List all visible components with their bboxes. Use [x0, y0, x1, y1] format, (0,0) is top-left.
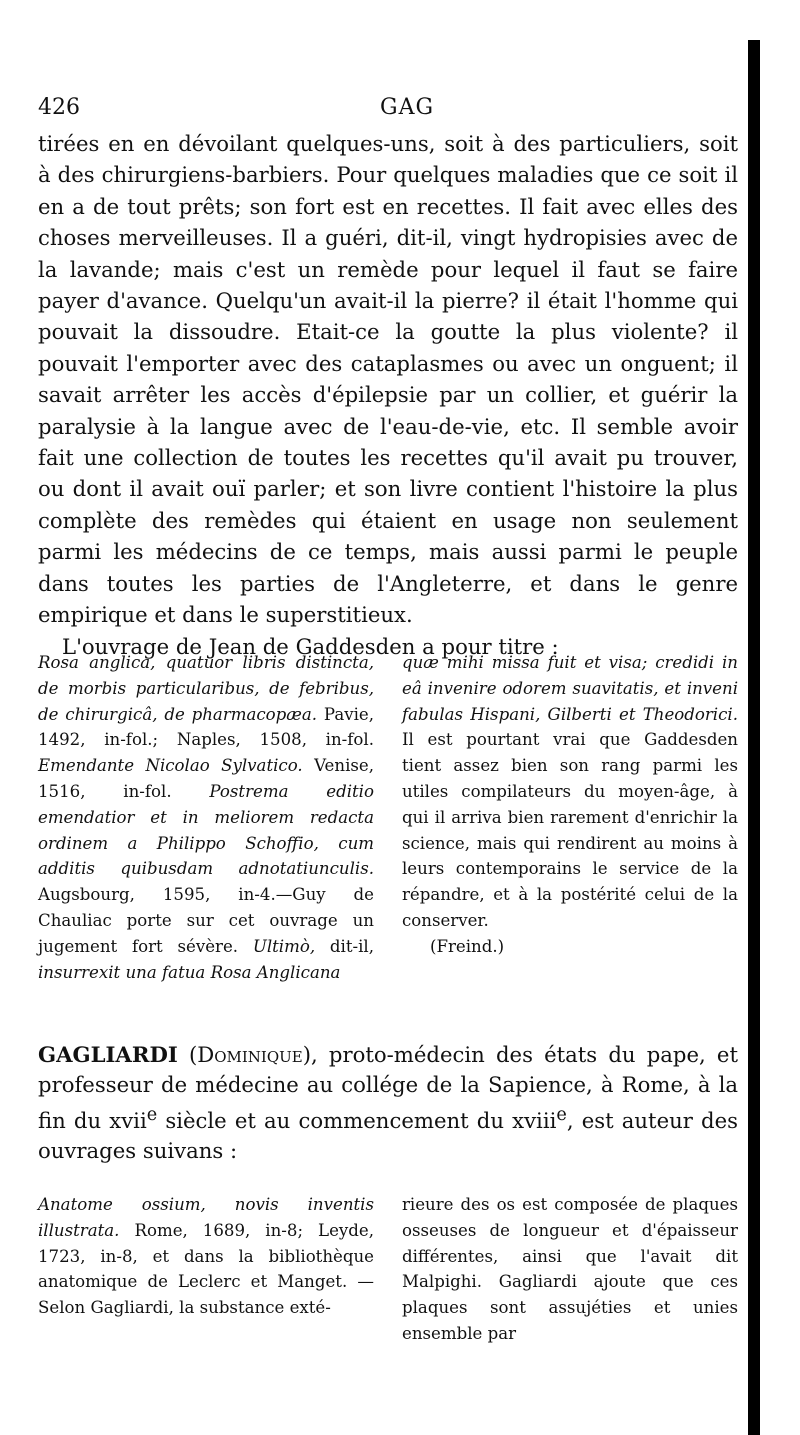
entry-sup-1: e — [146, 1105, 158, 1125]
fn2-roman-1: Rome, 1689, in-8; Leyde, 1723, in-8, et dans la bibliothèque anatomique de Leclerc et Manget. — Selon Gagliardi, la substance exté- — [38, 1220, 374, 1318]
entry-text-2: siècle et au commencement du xviii — [157, 1108, 557, 1134]
entry-text — [38, 1040, 738, 1166]
footnote-1-right-column — [402, 650, 738, 985]
footnote-2-left-column — [38, 1192, 374, 1347]
footnote-2-right-text: rieure des os est composée de plaques osseuses de longueur et d'épaisseur différentes, ainsi que l'avait dit Malpighi. Gagliardi ajoute que ces plaques sont assujéties et unies ensemble par — [402, 1195, 738, 1343]
fn1-italic-1: Rosa anglica, quatuor libris distincta, de morbis particularibus, de febribus, de chirurgicâ, de pharmacopæa. — [38, 653, 374, 724]
entry-text-3: , est auteur des ouvrages suivans : — [38, 1108, 739, 1164]
fn1-roman-3: Augsbourg, 1595, in-4.—Guy de Chauliac porte sur cet ouvrage un jugement fort sévère. — [38, 885, 374, 956]
page-number: 426 — [38, 95, 80, 120]
footnote-1-left-column — [38, 650, 374, 985]
fn1-roman-2: Venise, 1516, in-fol. — [38, 756, 374, 801]
running-title: GAG — [380, 95, 435, 120]
footnote-block-2 — [38, 1192, 738, 1347]
footnote-1-left-text — [38, 650, 374, 985]
page-header — [38, 95, 738, 129]
main-text — [38, 128, 738, 662]
footnote-1-right-text — [402, 650, 738, 934]
fn1-right-roman-1: Il est pourtant vrai que Gaddesden tient assez bien son rang parmi les utiles compilateurs du moyen-âge, à qui il arriva bien rarement d'enrichir la science, mais qui rendirent au moins à leurs contemporains le service de la répandre, et à la postérité celui de la conserver. — [402, 730, 738, 930]
paragraph-2: L'ouvrage de Jean de Gaddesden a pour titre : — [62, 633, 559, 659]
fn1-italic-4: Ultimò, — [252, 936, 316, 956]
footnote-credit: (Freind.) — [430, 936, 505, 956]
footnote-block-1 — [38, 650, 738, 985]
fn1-italic-5: insurrexit una fatua Rosa Anglicana — [38, 962, 341, 982]
entry-firstname: (Dominique) — [188, 1042, 311, 1067]
paragraph-1: tirées en en dévoilant quelques-uns, soit à des particuliers, soit à des chirurgiens-barbiers. Pour quelques maladies que ce soit il en a de tout prêts; son fort est en recettes. Il fait avec elles des choses merveilleuses. Il a guéri, dit-il, vingt hydropisies avec de la lavande; mais c'est un remède pour lequel il faut se faire payer d'avance. Quelqu'un avait-il la pierre? il était l'homme qui pouvait la dissoudre. Etait-ce la goutte la plus violente? il pouvait l'emporter avec des cataplasmes ou avec un onguent; il savait arrêter les accès d'épilepsie par un collier, et guérir la paralysie à la langue avec de l'eau-de-vie, etc. Il semble avoir fait une collection de toutes les recettes qu'il avait pu trouver, ou dont il avait ouï parler; et son livre contient l'histoire la plus complète des remèdes qui étaient en usage non seulement parmi les médecins de ce temps, mais aussi parmi le peuple dans toutes les parties de l'Angleterre, et dans le genre empirique et dans le superstitieux. — [38, 131, 738, 628]
entry-sup-2: e — [556, 1105, 567, 1125]
fn1-roman-4: dit-il, — [315, 936, 374, 956]
fn1-roman-1: Pavie, 1492, in-fol.; Naples, 1508, in-fol. — [38, 704, 374, 750]
footnote-2-right-column — [402, 1192, 738, 1347]
fn1-right-italic-1: quæ mihi missa fuit et visa; credidi in eâ invenire odorem suavitatis, et inveni fabulas Hispani, Gilberti et Theodorici. — [402, 653, 738, 724]
entry-text-1: , proto-médecin des états du pape, et professeur de médecine au collége de la Sapience, à Rome, à la fin du xvii — [38, 1042, 738, 1134]
footnote-2-left-text — [38, 1192, 374, 1321]
entry-gagliardi — [38, 1040, 738, 1166]
page-edge-bar — [748, 40, 760, 1435]
fn1-italic-2: Emendante Nicolao Sylvatico. — [38, 756, 303, 776]
fn1-italic-3: Postrema editio emendatior et in meliorem redacta ordinem a Philippo Schoffio, cum additis quibusdam adnotatiunculis. — [38, 781, 374, 879]
entry-name: GAGLIARDI — [38, 1042, 178, 1067]
fn2-italic-1: Anatome ossium, novis inventis illustrata. — [38, 1195, 374, 1240]
